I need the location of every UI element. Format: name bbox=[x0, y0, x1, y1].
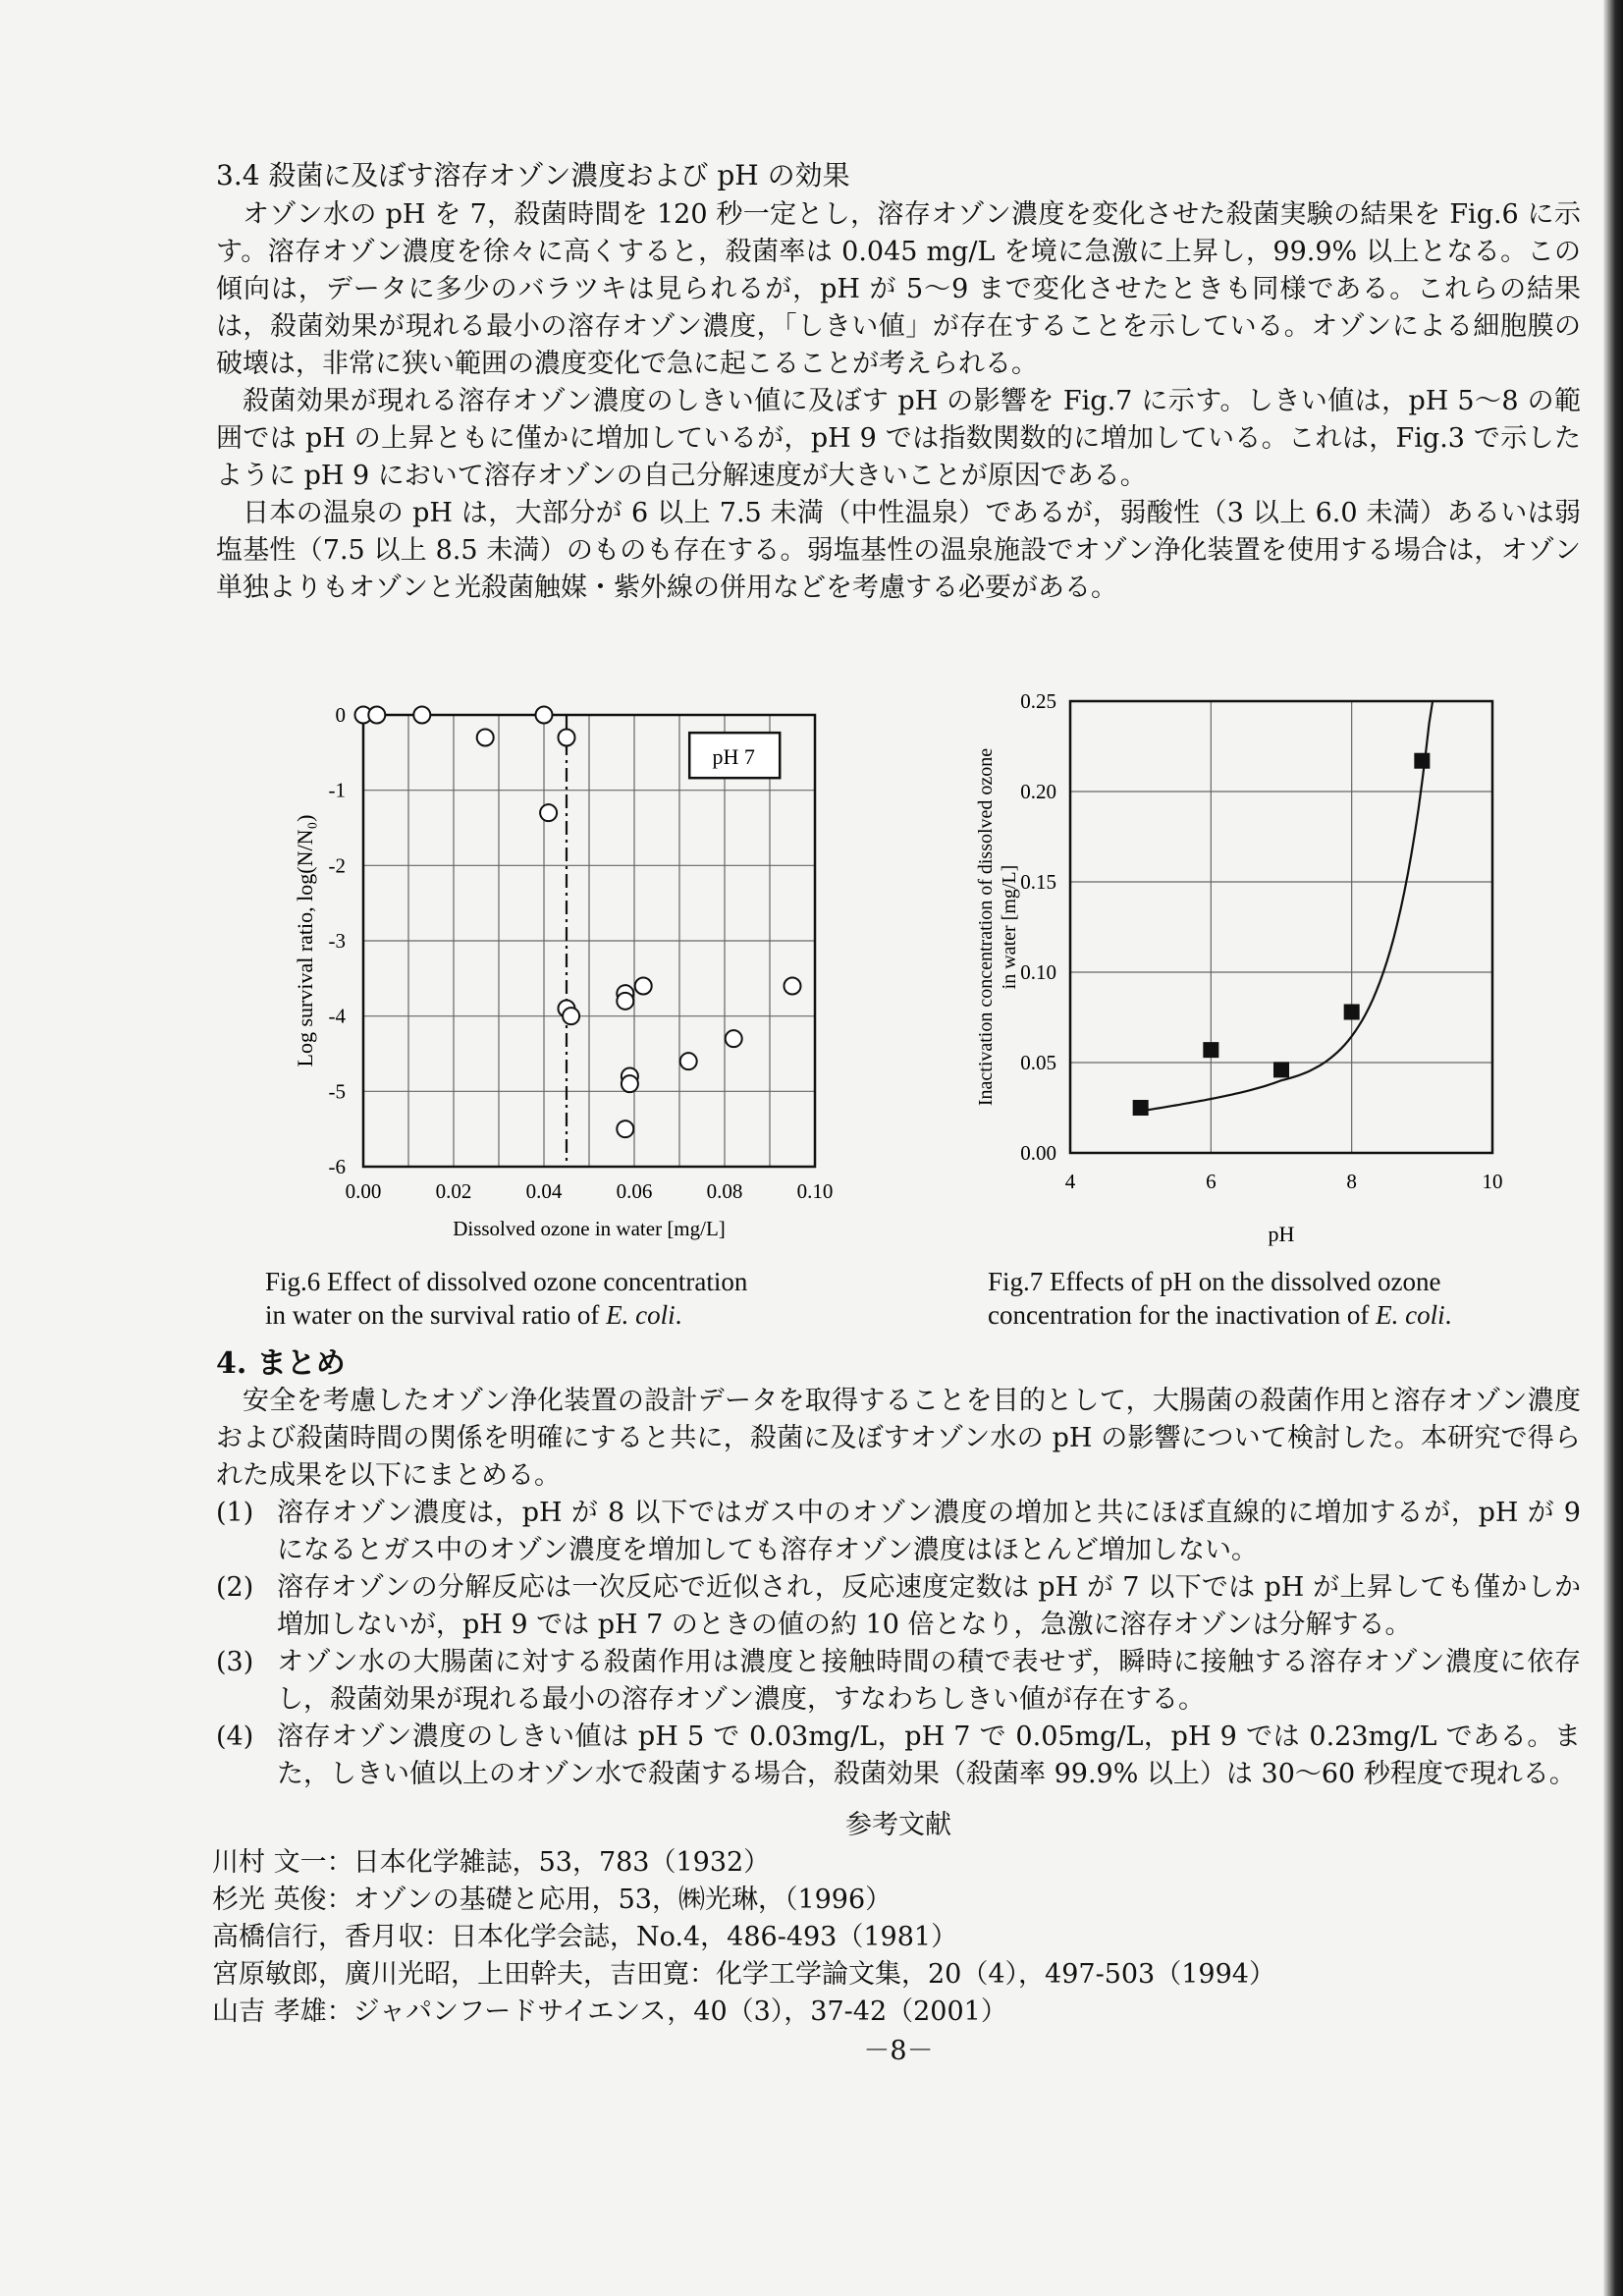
x-tick-label: 4 bbox=[1064, 1170, 1076, 1193]
y-tick-label: -5 bbox=[328, 1079, 346, 1104]
y-tick-label: -1 bbox=[328, 778, 346, 802]
fig7-caption-line2: concentration for the inactivation of E. coli. bbox=[988, 1300, 1452, 1330]
reference-item: 川村 文一：日本化学雑誌，53，783（1932） bbox=[212, 1847, 771, 1878]
x-axis-label: pH bbox=[1268, 1222, 1295, 1246]
data-point bbox=[617, 993, 633, 1010]
paragraph-3: 日本の温泉の pH は，大部分が 6 以上 7.5 未満（中性温泉）であるが，弱酸性（3 以上 6.0 未満）あるいは弱塩基性（7.5 以上 8.5 未満）のものも存在する。弱塩基性の温泉施設でオゾン浄化装置を使用する場合は，オゾン単独よりもオゾンと光殺菌触媒・紫外線の併用などを考慮する必要がある。 bbox=[216, 498, 1581, 603]
data-point bbox=[1133, 1100, 1149, 1116]
fig7-chart bbox=[972, 678, 1522, 1247]
data-point bbox=[413, 707, 430, 724]
data-point bbox=[726, 1030, 742, 1047]
fig6-caption-line1: Fig.6 Effect of dissolved ozone concentration bbox=[265, 1267, 748, 1296]
fig6-caption-line2: in water on the survival ratio of E. coli. bbox=[265, 1300, 682, 1330]
data-point bbox=[784, 978, 801, 995]
x-tick-label: 0.04 bbox=[525, 1179, 563, 1203]
data-point bbox=[1344, 1004, 1360, 1019]
x-tick-label: 6 bbox=[1206, 1170, 1217, 1193]
reference-item: 高橋信行，香月収：日本化学会誌，No.4，486-493（1981） bbox=[212, 1922, 958, 1952]
fig6-caption bbox=[265, 1265, 893, 1332]
data-point bbox=[622, 1075, 638, 1092]
y-tick-label: 0.15 bbox=[1020, 870, 1056, 894]
data-point bbox=[1203, 1042, 1218, 1058]
summary-item: (4) 溶存オゾン濃度のしきい値は pH 5 で 0.03mg/L，pH 7 で 0.05mg/L，pH 9 では 0.23mg/L である。また，しきい値以上のオゾン水で殺菌する場合，殺菌効果（殺菌率 99.9% 以上）は 30〜60 秒程度で現れる。 bbox=[216, 1722, 1581, 1789]
section-3-4 bbox=[216, 157, 1581, 607]
x-tick-label: 0.02 bbox=[435, 1179, 472, 1203]
data-point bbox=[477, 730, 494, 746]
paragraph-2: 殺菌効果が現れる溶存オゾン濃度のしきい値に及ぼす pH の影響を Fig.7 に示す。しきい値は，pH 5〜8 の範囲では pH の上昇ともに僅かに増加しているが，pH 9 では指数関数的に増加している。これは，Fig.3 で示したように pH 9 において溶存オゾンの自己分解速度が大きいことが原因である。 bbox=[216, 386, 1581, 491]
y-tick-label: 0 bbox=[335, 703, 346, 727]
y-axis-label: Log survival ratio, log(N/N₀) bbox=[293, 814, 317, 1067]
section-heading: 3.4 殺菌に及ぼす溶存オゾン濃度および pH の効果 bbox=[216, 159, 850, 191]
y-tick-label: 0.20 bbox=[1020, 780, 1056, 803]
x-tick-label: 10 bbox=[1482, 1170, 1503, 1193]
y-tick-label: 0.05 bbox=[1020, 1051, 1056, 1074]
x-tick-label: 0.00 bbox=[345, 1179, 382, 1203]
y-tick-label: -2 bbox=[328, 853, 346, 878]
x-tick-label: 0.06 bbox=[616, 1179, 653, 1203]
section-4 bbox=[212, 1345, 1581, 2070]
reference-item: 杉光 英俊：オゾンの基礎と応用，53，㈱光琳，（1996） bbox=[212, 1885, 893, 1915]
annotation-text: pH 7 bbox=[712, 744, 755, 770]
fit-curve bbox=[1141, 701, 1433, 1111]
data-point bbox=[680, 1053, 697, 1069]
references-heading: 参考文献 bbox=[845, 1810, 951, 1840]
summary-item: (2) 溶存オゾンの分解反応は一次反応で近似され，反応速度定数は pH が 7 以下では pH が上昇しても僅かしか増加しないが，pH 9 では pH 7 のときの値の約 10 倍となり，急激に溶存オゾンは分解する。 bbox=[216, 1572, 1581, 1640]
fig7-caption-line1: Fig.7 Effects of pH on the dissolved ozone bbox=[988, 1267, 1441, 1296]
x-tick-label: 8 bbox=[1346, 1170, 1357, 1193]
data-point bbox=[617, 1121, 633, 1137]
fig6-chart bbox=[285, 687, 864, 1257]
y-tick-label: 0.25 bbox=[1020, 689, 1056, 713]
data-point bbox=[1414, 753, 1430, 769]
data-point bbox=[540, 804, 557, 821]
plot-frame bbox=[1070, 701, 1492, 1153]
y-tick-label: -6 bbox=[328, 1155, 346, 1178]
x-axis-label: Dissolved ozone in water [mg/L] bbox=[453, 1217, 726, 1240]
summary-intro: 安全を考慮したオゾン浄化装置の設計データを取得することを目的として，大腸菌の殺菌作用と溶存オゾン濃度および殺菌時間の関係を明確にすると共に，殺菌に及ぼすオゾン水の pH の影響について検討した。本研究で得られた成果を以下にまとめる。 bbox=[216, 1386, 1581, 1491]
y-tick-label: -4 bbox=[328, 1004, 346, 1028]
fig7-caption bbox=[988, 1265, 1577, 1332]
data-point bbox=[635, 978, 652, 995]
scan-edge bbox=[1603, 0, 1623, 2296]
y-tick-label: -3 bbox=[328, 929, 346, 953]
x-tick-label: 0.10 bbox=[796, 1179, 834, 1203]
page-number: －8－ bbox=[863, 2036, 934, 2066]
reference-item: 山吉 孝雄：ジャパンフードサイエンス，40（3），37-42（2001） bbox=[212, 1996, 1007, 2027]
data-point bbox=[536, 707, 553, 724]
y-axis-label-line2: in water [mg/L] bbox=[999, 864, 1020, 990]
x-tick-label: 0.08 bbox=[706, 1179, 743, 1203]
y-tick-label: 0.00 bbox=[1020, 1141, 1056, 1165]
data-point bbox=[559, 730, 575, 746]
summary-item: (3) オゾン水の大腸菌に対する殺菌作用は濃度と接触時間の積で表せず，瞬時に接触する溶存オゾン濃度に依存し，殺菌効果が現れる最小の溶存オゾン濃度，すなわちしきい値が存在する。 bbox=[216, 1647, 1581, 1715]
reference-item: 宮原敏郎，廣川光昭，上田幹夫，吉田寛：化学工学論文集，20（4），497-503（1994） bbox=[212, 1959, 1275, 1990]
y-axis-label-line1: Inactivation concentration of dissolved ozone bbox=[975, 747, 997, 1107]
data-point bbox=[563, 1008, 579, 1024]
summary-heading: 4. まとめ bbox=[216, 1346, 346, 1381]
data-point bbox=[1273, 1062, 1289, 1077]
y-tick-label: 0.10 bbox=[1020, 960, 1056, 984]
data-point bbox=[368, 707, 385, 724]
paragraph-1: オゾン水の pH を 7，殺菌時間を 120 秒一定とし，溶存オゾン濃度を変化させた殺菌実験の結果を Fig.6 に示す。溶存オゾン濃度を徐々に高くすると，殺菌率は 0.045 mg/L を境に急激に上昇し，99.9% 以上となる。この傾向は，データに多少のバラツキは見られるが，pH が 5〜9 まで変化させたときも同様である。これらの結果は，殺菌効果が現れる最小の溶存オゾン濃度，「しきい値」が存在することを示している。オゾンによる細胞膜の破壊は，非常に狭い範囲の濃度変化で急に起こることが考えられる。 bbox=[216, 199, 1581, 379]
summary-item: (1) 溶存オゾン濃度は，pH が 8 以下ではガス中のオゾン濃度の増加と共にほぼ直線的に増加するが，pH が 9 になるとガス中のオゾン濃度を増加しても溶存オゾン濃度はほとんど増加しない。 bbox=[216, 1498, 1581, 1565]
